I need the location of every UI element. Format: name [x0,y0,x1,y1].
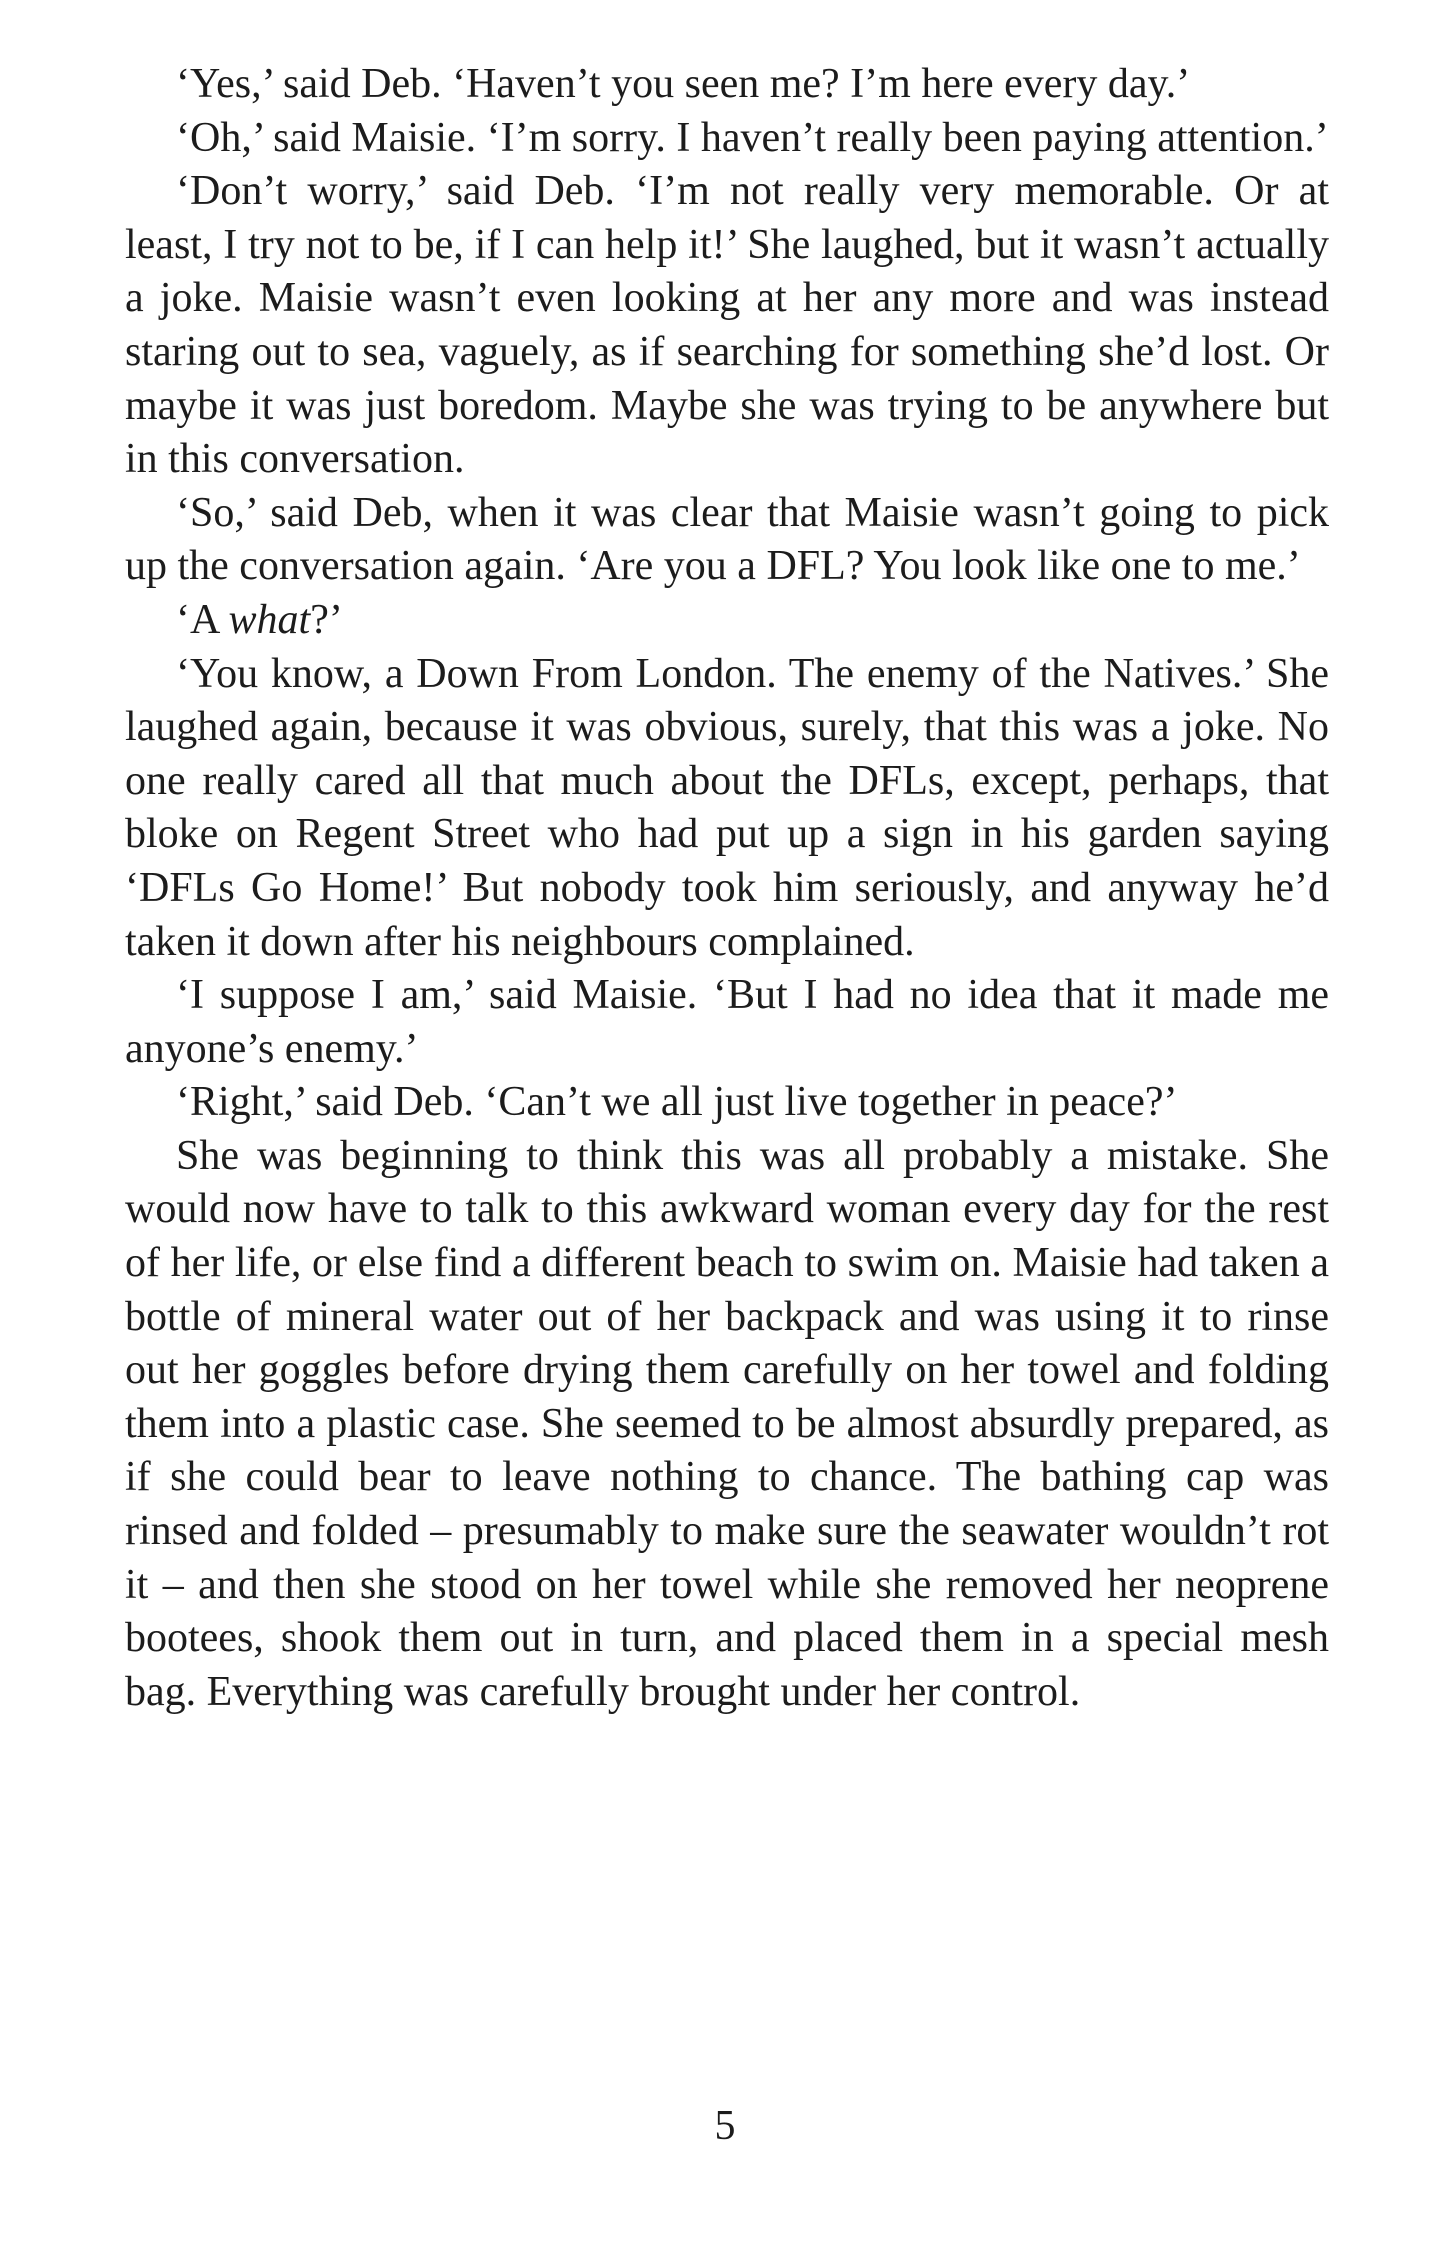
paragraph: ‘So,’ said Deb, when it was clear that Maisie wasn’t going to pick up the conversation again. ‘Are you a DFL? You look like one to me.’ [125,489,1329,590]
emphasis-text: what [228,596,311,643]
paragraph: ‘I suppose I am,’ said Maisie. ‘But I had no idea that it made me anyone’s enemy.’ [125,972,1329,1072]
paragraph: ‘You know, a Down From London. The enemy of the Natives.’ She laughed again, because it was obvious, surely, that this was a joke. No one really cared all that much about the DFLs, except, perhaps, that bloke on Regent Street who had put up a sign in his garden saying ‘DFLs Go Home!’ But nobody took him seriously, and anyway he’d taken it down after his neighbours complained. [125,650,1329,965]
paragraph: ‘Don’t worry,’ said Deb. ‘I’m not really very memorable. Or at least, I try not to be, if I can help it!’ She laughed, but it wasn’t actually a joke. Maisie wasn’t even looking at her any more and was instead staring out to sea, vaguely, as if searching for something she’d lost. Or maybe it was just boredom. Maybe she was trying to be anywhere but in this conversation. [125,168,1329,483]
body-text [125,58,1329,1719]
paragraph-prefix: ‘A [176,596,229,643]
paragraph: ‘Oh,’ said Maisie. ‘I’m sorry. I haven’t really been paying attention.’ [176,114,1329,161]
paragraph-suffix: ?’ [310,596,343,643]
paragraph: She was beginning to think this was all probably a mistake. She would now have to talk to this awkward woman every day for the rest of her life, or else find a different beach to swim on. Maisie had taken a bottle of mineral water out of her backpack and was using it to rinse out her goggles before drying them carefully on her towel and folding them into a plastic case. She seemed to be almost absurdly prepared, as if she could bear to leave nothing to chance. The bathing cap was rinsed and folded – presumably to make sure the seawater wouldn’t rot it – and then she stood on her towel while she removed her neoprene bootees, shook them out in turn, and placed them in a special mesh bag. Everything was carefully brought under her control. [125,1132,1329,1715]
paragraph: ‘Right,’ said Deb. ‘Can’t we all just live together in peace?’ [176,1079,1178,1126]
page-number: 5 [714,2103,736,2149]
paragraph: ‘Yes,’ said Deb. ‘Haven’t you seen me? I’m here every day.’ [176,61,1191,107]
paragraph [125,594,1329,648]
